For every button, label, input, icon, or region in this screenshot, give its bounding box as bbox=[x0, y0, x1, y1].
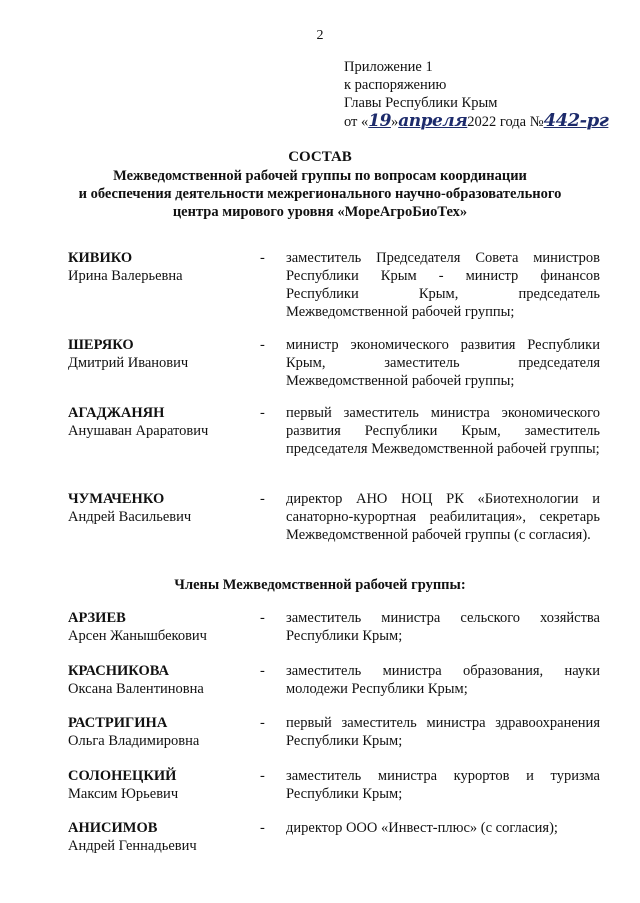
title-line-2: и обеспечения деятельности межрегионального научно-образовательного bbox=[78, 186, 562, 202]
title-line-3: центра мирового уровня «МореАгроБиоТех» bbox=[172, 204, 468, 220]
member-role: заместитель министра образования, науки молодежи Республики Крым; bbox=[286, 663, 600, 697]
member-dash: - bbox=[260, 405, 265, 421]
member-surname: ЧУМАЧЕНКО bbox=[68, 491, 165, 507]
member-role: заместитель министра курортов и туризма Республики Крым; bbox=[286, 768, 600, 802]
member-role: заместитель Председателя Совета министров Республики Крым - министр финансов Республики Крым, председатель Межведомственной рабочей группы; bbox=[286, 250, 600, 320]
member-fullname: Андрей Геннадьевич bbox=[68, 838, 197, 854]
member-role: первый заместитель министра здравоохранения Республики Крым; bbox=[286, 715, 600, 749]
member-dash: - bbox=[260, 610, 265, 626]
member-dash: - bbox=[260, 663, 265, 679]
member-role: министр экономического развития Республики Крым, заместитель председателя Межведомственной рабочей группы; bbox=[286, 337, 600, 389]
member-dash: - bbox=[260, 491, 265, 507]
member-surname: ШЕРЯКО bbox=[68, 337, 134, 353]
member-fullname: Максим Юрьевич bbox=[68, 786, 179, 802]
member-dash: - bbox=[260, 820, 265, 836]
member-role: первый заместитель министра экономического развития Республики Крым, заместитель председателя Межведомственной рабочей группы; bbox=[286, 405, 600, 457]
member-role: директор АНО НОЦ РК «Биотехнологии и санаторно-курортная реабилитация», секретарь Межведомственной рабочей группы (с согласия). bbox=[286, 491, 600, 543]
title-main: СОСТАВ bbox=[288, 149, 352, 165]
handwritten-month: апреля bbox=[398, 111, 468, 131]
member-dash: - bbox=[260, 715, 265, 731]
title-line-1: Межведомственной рабочей группы по вопросам координации bbox=[113, 168, 527, 184]
member-fullname: Ольга Владимировна bbox=[68, 733, 200, 749]
appendix-line-3: Главы Республики Крым bbox=[344, 95, 498, 111]
member-fullname: Ирина Валерьевна bbox=[68, 268, 183, 284]
member-fullname: Дмитрий Иванович bbox=[68, 355, 189, 371]
member-surname: АНИСИМОВ bbox=[68, 820, 158, 836]
member-dash: - bbox=[260, 250, 265, 266]
date-prefix: от « bbox=[344, 114, 369, 130]
members-heading: Члены Межведомственной рабочей группы: bbox=[174, 577, 466, 593]
member-dash: - bbox=[260, 768, 265, 784]
document-title bbox=[0, 148, 640, 221]
member-dash: - bbox=[260, 337, 265, 353]
appendix-line-2: к распоряжению bbox=[344, 77, 447, 93]
member-fullname: Оксана Валентиновна bbox=[68, 681, 204, 697]
member-fullname: Анушаван Араратович bbox=[68, 423, 209, 439]
member-surname: АРЗИЕВ bbox=[68, 610, 126, 626]
member-fullname: Андрей Васильевич bbox=[68, 509, 192, 525]
member-surname: КИВИКО bbox=[68, 250, 133, 266]
member-surname: АГАДЖАНЯН bbox=[68, 405, 165, 421]
appendix-block bbox=[344, 58, 608, 131]
member-fullname: Арсен Жанышбекович bbox=[68, 628, 207, 644]
page-number: 2 bbox=[316, 28, 324, 43]
member-surname: КРАСНИКОВА bbox=[68, 663, 169, 679]
member-role: директор ООО «Инвест-плюс» (с согласия); bbox=[286, 820, 558, 836]
appendix-line-1: Приложение 1 bbox=[344, 59, 433, 75]
handwritten-day: 19 bbox=[368, 111, 391, 131]
handwritten-order-number: 442-рг bbox=[543, 110, 609, 131]
member-surname: РАСТРИГИНА bbox=[68, 715, 168, 731]
member-role: заместитель министра сельского хозяйства Республики Крым; bbox=[286, 610, 600, 644]
appendix-date-line bbox=[344, 112, 608, 131]
date-mid: » bbox=[390, 114, 399, 130]
date-year: 2022 года № bbox=[467, 114, 544, 130]
member-surname: СОЛОНЕЦКИЙ bbox=[68, 768, 177, 784]
